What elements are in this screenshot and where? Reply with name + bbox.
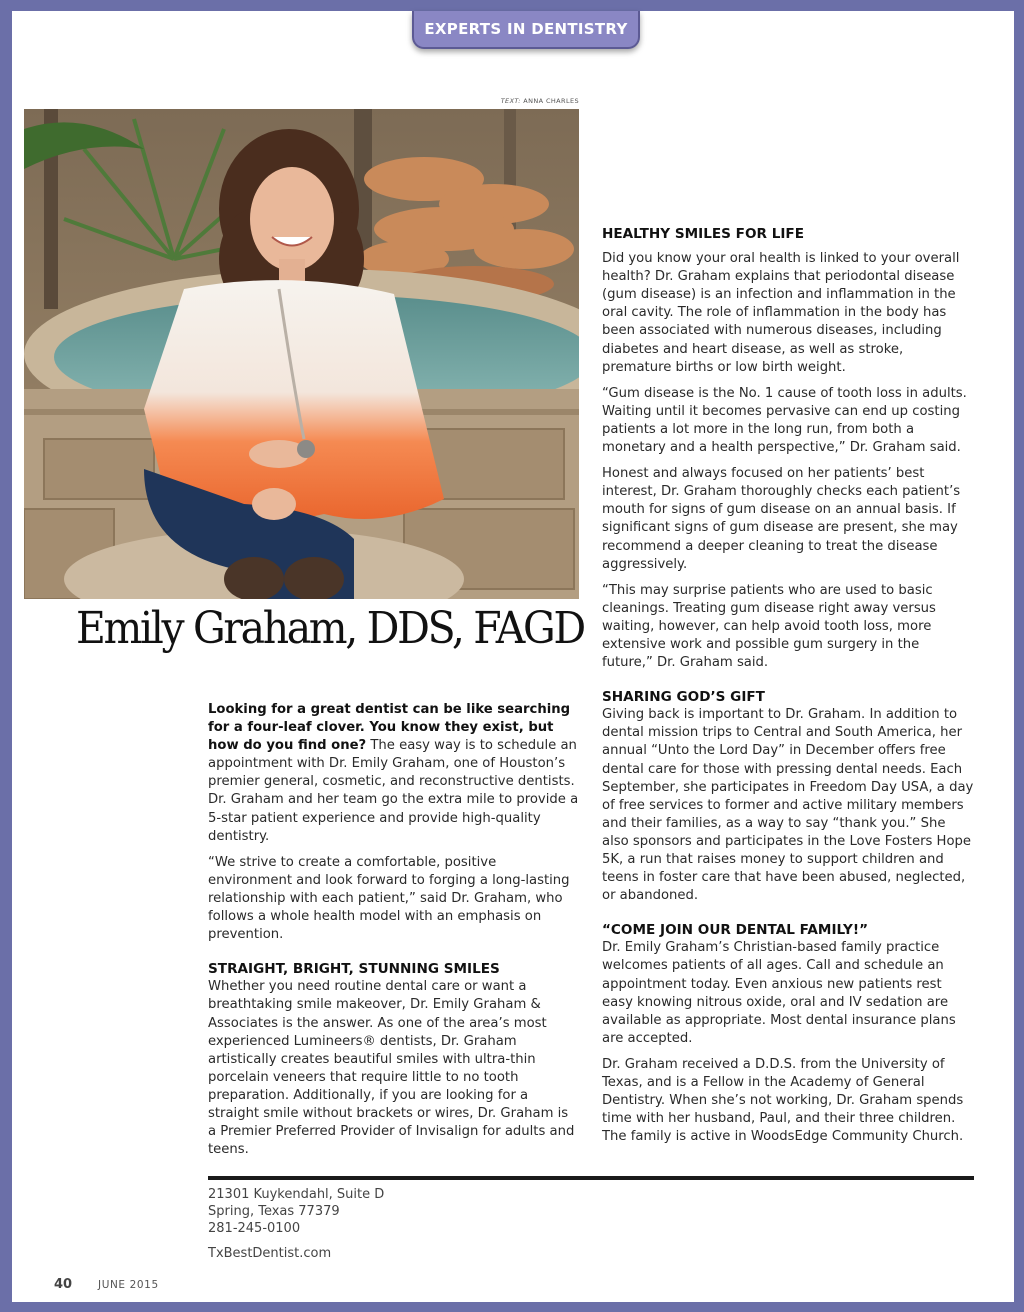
section-heading-family: “COME JOIN OUR DENTAL FAMILY!” [602,922,869,939]
footer-rule [208,1176,974,1180]
healthy-paragraph-1: Did you know your oral health is linked to your overall health? Dr. Graham explains that periodontal disease (gum disease) is an infection and inflammation in the oral cavity. The role of inflammation in the body has been associated with numerous diseases, including diabetes and heart disease, as well as stroke, premature births or low birth weight. [602,251,960,375]
issue-date: JUNE 2015 [98,1279,159,1291]
section-heading-gift: SHARING GOD’S GIFT [602,689,765,706]
quote-paragraph: “We strive to create a comfortable, positive environment and look forward to forging a long-lasting relationship with each patient,” said Dr. Graham, who follows a whole health model with an emphasis on prevention. [208,854,570,943]
section-tab: EXPERTS IN DENTISTRY [412,11,640,49]
portrait-photo [24,109,579,599]
intro-paragraph [208,701,580,846]
intro-rest: The easy way is to schedule an appointment with Dr. Emily Graham, one of Houston’s premier general, cosmetic, and reconstructive dentists. Dr. Graham and her team go the extra mile to provide a 5-star patient experience and provide high-quality dentistry. [208,738,579,844]
portrait-illustration [24,109,579,599]
family-paragraph-1: Dr. Emily Graham’s Christian-based family practice welcomes patients of all ages. Call and schedule an appointment today. Even anxious new patients rest easy knowing nitrous oxide, oral and IV sedation are available as appropriate. Most dental insurance plans are accepted. [602,940,956,1046]
website-link[interactable]: TxBestDentist.com [208,1246,332,1261]
section-heading-smiles: STRAIGHT, BRIGHT, STUNNING SMILES [208,961,500,978]
healthy-paragraph-2: “Gum disease is the No. 1 cause of tooth loss in adults. Waiting until it becomes pervasive can end up costing patients a lot more in the long run, from both a monetary and a health perspective,” Dr. Graham said. [602,385,967,456]
section-body-smiles: Whether you need routine dental care or want a breathtaking smile makeover, Dr. Emily Graham & Associates is the answer. As one of the area’s most experienced Lumineers® dentists, Dr. Graham artistically creates beautiful smiles with ultra-thin porcelain veneers that require little to no tooth preparation. Additionally, if you are looking for a straight smile without brackets or wires, Dr. Graham is a Premier Preferred Provider of Invisalign for adults and teens. [208,979,575,1158]
article-title: Emily Graham, DDS, FAGD [76,603,584,654]
address-line-1: 21301 Kuykendahl, Suite D [208,1187,385,1202]
healthy-paragraph-3: Honest and always focused on her patients’ best interest, Dr. Graham thoroughly checks each patient’s mouth for signs of gum disease on an annual basis. If significant signs of gum disease are present, she may recommend a deeper cleaning to treat the disease aggressively. [602,466,961,572]
magazine-page [12,11,1014,1302]
phone-number: 281-245-0100 [208,1221,301,1236]
healthy-paragraph-4: “This may surprise patients who are used to basic cleanings. Treating gum disease right away versus waiting, however, can help avoid tooth loss, more extensive work and possible gum surgery in the future,” Dr. Graham said. [602,582,936,671]
section-heading-healthy: HEALTHY SMILES FOR LIFE [602,226,805,242]
photo-credit [485,97,579,105]
address-line-2: Spring, Texas 77379 [208,1204,340,1219]
right-column [602,225,974,1154]
family-paragraph-2: Dr. Graham received a D.D.S. from the University of Texas, and is a Fellow in the Academy of General Dentistry. When she’s not working, Dr. Graham spends time with her husband, Paul, and their three children. The family is active in WoodsEdge Community Church. [602,1056,964,1145]
gift-paragraph: Giving back is important to Dr. Graham. In addition to dental mission trips to Central and South America, her annual “Unto the Lord Day” in December offers free dental care for those with pressing dental needs. Each September, she participates in Freedom Day USA, a day of free services to former and active military members and their families, as a way to say “thank you.” She also sponsors and participates in the Love Fosters Hope 5K, a run that raises money to support children and teens in foster care that have been abused, neglected, or abandoned. [602,707,974,904]
page-number: 40 [54,1277,73,1292]
intro-lead: Looking for a great dentist can be like searching for a four-leaf clover. You know they exist, but how do you find one? [208,702,571,754]
credit-name: ANNA CHARLES [523,97,579,105]
practice-address [208,1186,384,1237]
left-column [208,701,580,1167]
credit-label: TEXT: [500,97,521,105]
